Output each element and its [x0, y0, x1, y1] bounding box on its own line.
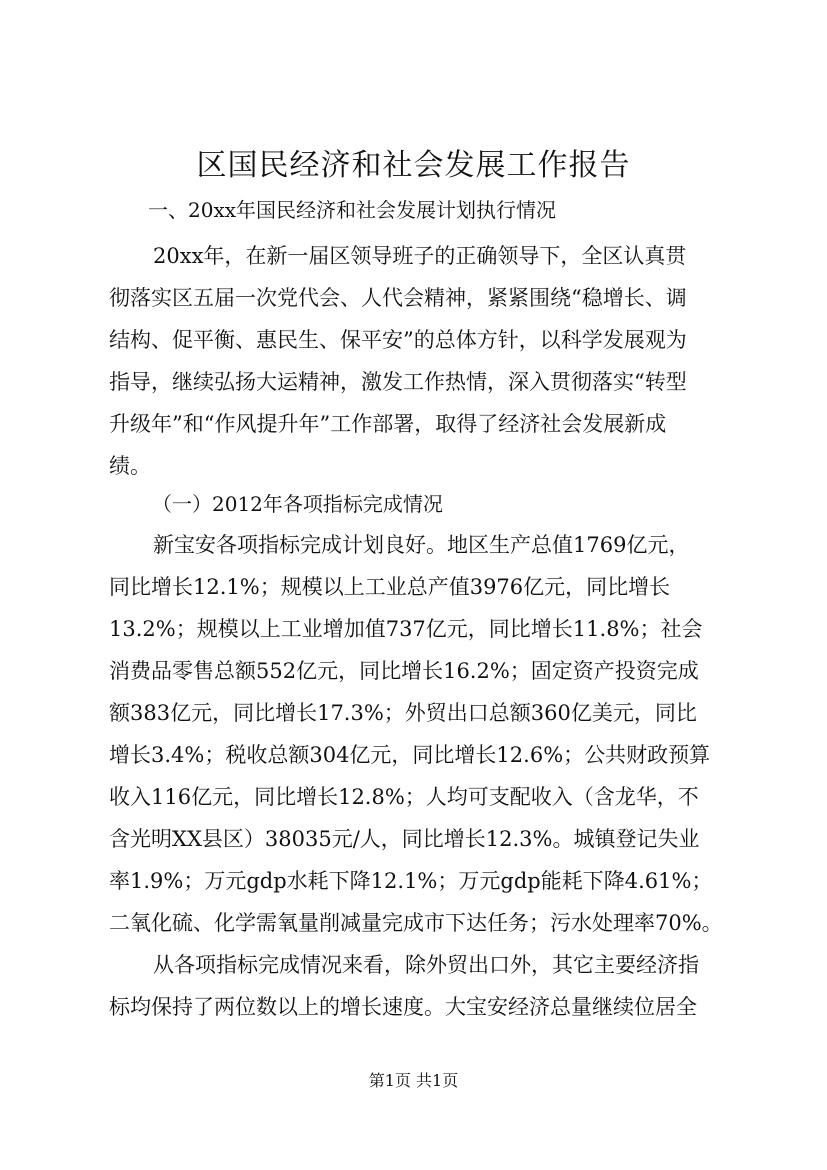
text-line: 绩。 — [109, 454, 151, 478]
paragraph-intro — [109, 235, 731, 487]
text-line: 彻落实区五届一次党代会、人代会精神，紧紧围绕“稳增长、调 — [109, 286, 687, 310]
text-line: 指导，继续弘扬大运精神，激发工作热情，深入贯彻落实“转型 — [109, 370, 687, 394]
text-line: 同比增长12.1%；规模以上工业总产值3976亿元，同比增长 — [109, 575, 671, 599]
text-line: 消费品零售总额552亿元，同比增长16.2%；固定资产投资完成 — [109, 659, 699, 683]
text-line: 收入116亿元，同比增长12.8%；人均可支配收入（含龙华，不 — [109, 785, 699, 809]
paragraph-indicators — [109, 524, 731, 944]
subsection-heading: （一）2012年各项指标完成情况 — [152, 492, 443, 516]
text-line: 20xx年，在新一届区领导班子的正确领导下，全区认真贯 — [153, 244, 687, 268]
document-title: 区国民经济和社会发展工作报告 — [196, 148, 631, 183]
text-line: 二氧化硫、化学需氧量削减量完成市下达任务；污水处理率70%。 — [109, 911, 723, 935]
text-line: 标均保持了两位数以上的增长速度。大宝安经济总量继续位居全 — [109, 995, 697, 1019]
text-line: 结构、促平衡、惠民生、保平安”的总体方针，以科学发展观为 — [109, 328, 687, 352]
text-line: 含光明XX县区）38035元/人，同比增长12.3%。城镇登记失业 — [109, 827, 700, 851]
text-line: 升级年”和“作风提升年”工作部署，取得了经济社会发展新成 — [109, 412, 667, 436]
paragraph-analysis — [109, 944, 731, 1028]
text-line: 增长3.4%；税收总额304亿元，同比增长12.6%；公共财政预算 — [109, 743, 711, 767]
text-line: 率1.9%；万元gdp水耗下降12.1%；万元gdp能耗下降4.61%； — [109, 869, 713, 893]
text-line: 13.2%；规模以上工业增加值737亿元，同比增长11.8%；社会 — [109, 617, 703, 641]
text-line: 额383亿元，同比增长17.3%；外贸出口总额360亿美元，同比 — [109, 701, 697, 725]
page-footer: 第1页 共1页 — [368, 1071, 459, 1090]
text-line: 从各项指标完成情况来看，除外贸出口外，其它主要经济指 — [153, 953, 699, 977]
section-heading: 一、20xx年国民经济和社会发展计划执行情况 — [148, 198, 557, 222]
text-line: 新宝安各项指标完成计划良好。地区生产总值1769亿元， — [153, 533, 690, 557]
